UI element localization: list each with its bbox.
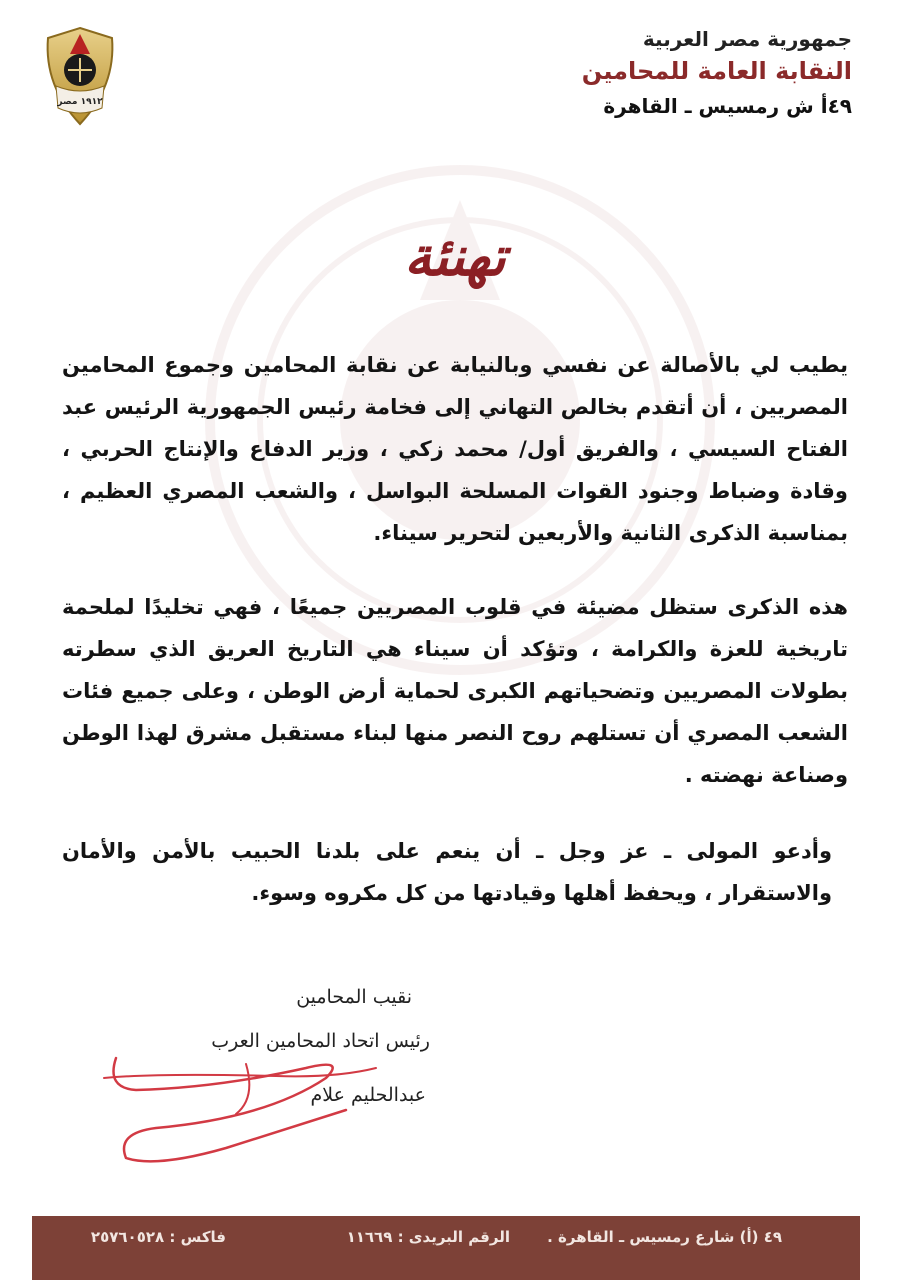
footer-address: ٤٩ (أ) شارع رمسيس ـ القاهرة . bbox=[547, 1228, 782, 1246]
country-name: جمهورية مصر العربية bbox=[642, 27, 852, 51]
footer-fax: فاكس : ٢٥٧٦٠٥٢٨ bbox=[90, 1228, 226, 1246]
footer-bar bbox=[32, 1216, 860, 1280]
signer-title-2: رئيس اتحاد المحامين العرب bbox=[211, 1030, 430, 1052]
footer-postal-code: الرقم البريدى : ١١٦٦٩ bbox=[346, 1228, 510, 1246]
letter-body bbox=[62, 344, 848, 914]
header-address: ٤٩أ ش رمسيس ـ القاهرة bbox=[603, 94, 852, 118]
syndicate-name: النقابة العامة للمحامين bbox=[581, 57, 852, 85]
syndicate-logo bbox=[42, 26, 118, 126]
paragraph-congratulations: يطيب لي بالأصالة عن نفسي وبالنيابة عن نقابة المحامين وجموع المحامين المصريين ، أن أتقدم بخالص التهاني إلى فخامة رئيس الجمهورية الرئيس عبد الفتاح السيسي ، والفريق أول/ محمد زكي ، وزير الدفاع والإنتاج الحربي ، وقادة وضباط وجنود القوات المسلحة البواسل ، والشعب المصري العظيم ، بمناسبة الذكرى الثانية والأربعين لتحرير سيناء. bbox=[62, 353, 848, 545]
document-title: تهنئة bbox=[404, 224, 506, 288]
paragraph-prayer: وأدعو المولى ـ عز وجل ـ أن ينعم على بلدنا الحبيب بالأمن والأمان والاستقرار ، ويحفظ أهلها وقيادتها من كل مكروه وسوء. bbox=[62, 839, 832, 905]
svg-text:١٩١٢ مصر: ١٩١٢ مصر bbox=[57, 97, 103, 107]
letterhead bbox=[452, 24, 852, 122]
signer-title: نقيب المحامين bbox=[296, 986, 412, 1008]
handwritten-signature bbox=[96, 1018, 396, 1168]
paragraph-memory: هذه الذكرى ستظل مضيئة في قلوب المصريين جميعًا ، فهي تخليدًا لملحمة تاريخية للعزة والكرامة ، وتؤكد أن سيناء هي التاريخ العريق الذي سطرته بطولات المصريين وتضحياتهم الكبرى لحماية أرض الوطن ، وعلى جميع فئات الشعب المصري أن تستلهم روح النصر منها لبناء مستقبل مشرق لهذا الوطن وصناعة نهضته . bbox=[62, 595, 848, 787]
signer-name: عبدالحليم علام bbox=[310, 1084, 426, 1106]
